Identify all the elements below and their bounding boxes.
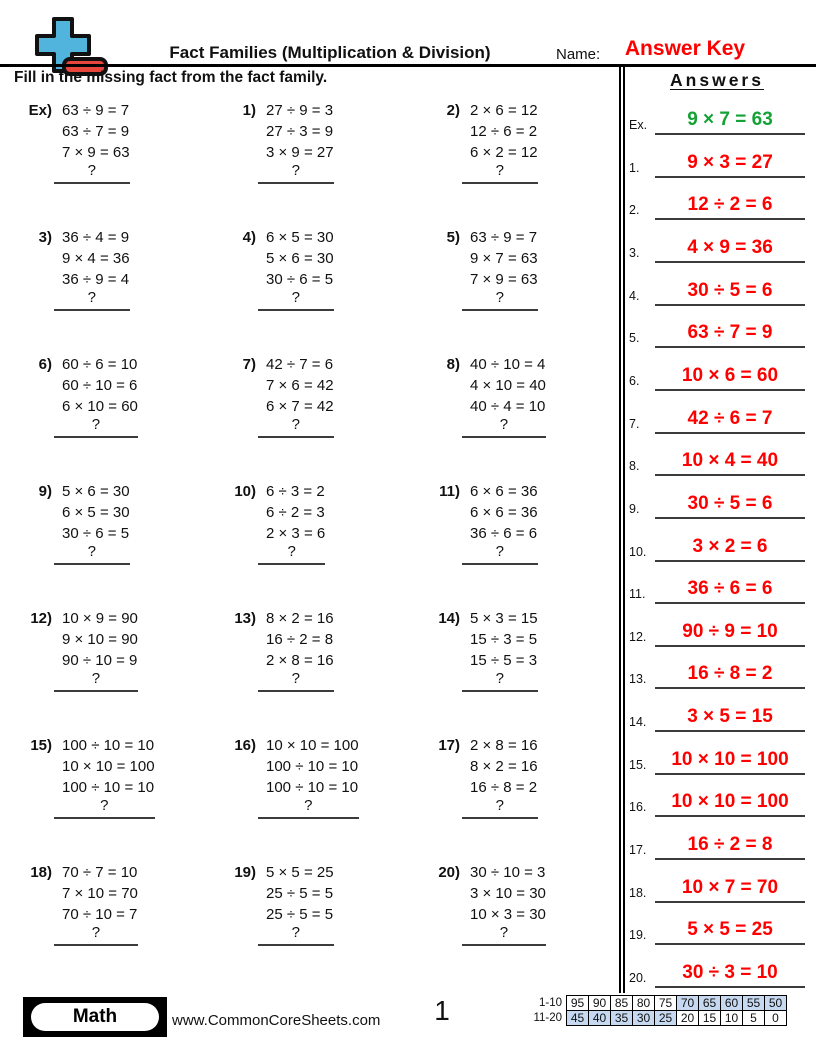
answer-number: 3. xyxy=(629,245,640,260)
name-label: Name: xyxy=(556,46,601,63)
problem-number: 5) xyxy=(446,229,460,246)
score-cell: 95 xyxy=(567,996,589,1011)
fact-line: 60 ÷ 10 = 6 xyxy=(62,377,138,394)
fact-family xyxy=(62,481,130,565)
answer-number: Ex. xyxy=(629,118,648,132)
fact-line: 36 ÷ 9 = 4 xyxy=(62,271,130,288)
fact-line: 6 × 2 = 12 xyxy=(470,144,538,161)
fact-line: 2 × 8 = 16 xyxy=(266,652,334,669)
subject-label: Math xyxy=(31,1003,159,1031)
answer-row xyxy=(629,865,805,903)
problem-number: 7) xyxy=(242,356,256,373)
fact-family xyxy=(62,227,130,311)
fact-line: 6 × 7 = 42 xyxy=(266,398,334,415)
fact-line: 6 × 5 = 30 xyxy=(62,504,130,521)
score-cell: 0 xyxy=(765,1011,787,1026)
score-cell: 40 xyxy=(589,1011,611,1026)
problem-number: 12) xyxy=(30,610,52,627)
fact-family xyxy=(470,227,538,311)
score-cell: 85 xyxy=(611,996,633,1011)
fact-line: 7 × 9 = 63 xyxy=(470,271,538,288)
fact-line: 60 ÷ 6 = 10 xyxy=(62,356,138,373)
fact-line: 5 × 3 = 15 xyxy=(470,610,538,627)
problem-number: 9) xyxy=(38,483,52,500)
fact-line: 27 ÷ 9 = 3 xyxy=(266,102,334,119)
missing-fact-blank: ? xyxy=(258,542,325,565)
problem-block xyxy=(418,608,622,735)
answer-number: 20. xyxy=(629,971,647,985)
fact-line: 7 × 9 = 63 xyxy=(62,144,130,161)
fact-line: 2 × 3 = 6 xyxy=(266,525,326,542)
answer-row xyxy=(629,396,805,434)
fact-line: 30 ÷ 6 = 5 xyxy=(62,525,130,542)
fact-line: 10 × 9 = 90 xyxy=(62,610,138,627)
problem-block xyxy=(10,100,214,227)
answer-value: 10 × 10 = 100 xyxy=(655,791,805,817)
fact-family xyxy=(470,862,546,946)
fact-line: 16 ÷ 2 = 8 xyxy=(266,631,334,648)
answer-value: 30 ÷ 5 = 6 xyxy=(655,280,805,306)
missing-fact-blank: ? xyxy=(258,415,334,438)
fact-line: 5 × 6 = 30 xyxy=(266,250,334,267)
fact-family xyxy=(266,862,334,946)
answer-number: 15. xyxy=(629,757,647,772)
answer-value: 3 × 5 = 15 xyxy=(655,706,805,732)
fact-family xyxy=(470,481,538,565)
problem-block xyxy=(10,227,214,354)
problem-block xyxy=(10,354,214,481)
score-range-label: 11-20 xyxy=(533,1012,562,1024)
fact-line: 6 × 6 = 36 xyxy=(470,504,538,521)
answer-number: 17. xyxy=(629,843,647,858)
missing-fact-blank: ? xyxy=(462,542,538,565)
fact-family xyxy=(266,735,359,819)
missing-fact-blank: ? xyxy=(258,796,359,819)
fact-line: 2 × 6 = 12 xyxy=(470,102,538,119)
fact-line: 40 ÷ 10 = 4 xyxy=(470,356,546,373)
page-number: 1 xyxy=(434,995,450,1026)
answer-number: 10. xyxy=(629,544,647,559)
missing-fact-blank: ? xyxy=(54,796,155,819)
score-cell: 45 xyxy=(567,1011,589,1026)
subject-badge xyxy=(23,997,167,1037)
fact-line: 12 ÷ 6 = 2 xyxy=(470,123,538,140)
answer-value: 12 ÷ 2 = 6 xyxy=(655,194,805,220)
answer-number: 16. xyxy=(629,800,647,815)
answer-row xyxy=(629,779,805,817)
fact-line: 100 ÷ 10 = 10 xyxy=(266,779,359,796)
fact-line: 8 × 2 = 16 xyxy=(470,758,538,775)
fact-line: 36 ÷ 4 = 9 xyxy=(62,229,130,246)
fact-line: 36 ÷ 6 = 6 xyxy=(470,525,538,542)
score-cell: 60 xyxy=(721,996,743,1011)
missing-fact-blank: ? xyxy=(54,669,138,692)
fact-line: 15 ÷ 5 = 3 xyxy=(470,652,538,669)
problem-block xyxy=(10,481,214,608)
score-cell: 20 xyxy=(677,1011,699,1026)
answer-row xyxy=(629,950,805,988)
fact-line: 70 ÷ 7 = 10 xyxy=(62,864,138,881)
problem-block xyxy=(10,735,214,862)
answer-number: 7. xyxy=(629,416,640,431)
problem-number: 2) xyxy=(446,102,460,119)
answer-value: 10 × 7 = 70 xyxy=(655,877,805,903)
score-cell: 70 xyxy=(677,996,699,1011)
missing-fact-blank: ? xyxy=(462,923,546,946)
fact-line: 40 ÷ 4 = 10 xyxy=(470,398,546,415)
answer-value: 3 × 2 = 6 xyxy=(655,536,805,562)
answer-row xyxy=(629,310,805,348)
answer-number: 5. xyxy=(629,331,640,346)
missing-fact-blank: ? xyxy=(258,923,334,946)
answer-row xyxy=(629,438,805,476)
fact-line: 42 ÷ 7 = 6 xyxy=(266,356,334,373)
fact-line: 3 × 9 = 27 xyxy=(266,144,334,161)
answer-value: 36 ÷ 6 = 6 xyxy=(655,578,805,604)
fact-line: 5 × 6 = 30 xyxy=(62,483,130,500)
website-text: www.CommonCoreSheets.com xyxy=(172,1012,381,1029)
fact-line: 16 ÷ 8 = 2 xyxy=(470,779,538,796)
header-divider xyxy=(0,64,816,67)
instruction-text: Fill in the missing fact from the fact family. xyxy=(14,69,328,86)
problem-number: 16) xyxy=(234,737,256,754)
problem-number: 15) xyxy=(30,737,52,754)
missing-fact-blank: ? xyxy=(258,161,334,184)
fact-line: 25 ÷ 5 = 5 xyxy=(266,906,334,923)
answer-row xyxy=(629,97,805,135)
problem-number: 3) xyxy=(38,229,52,246)
answers-heading: Answers xyxy=(670,70,764,90)
fact-line: 27 ÷ 3 = 9 xyxy=(266,123,334,140)
score-cell: 5 xyxy=(743,1011,765,1026)
answer-value: 4 × 9 = 36 xyxy=(655,237,805,263)
problems-grid xyxy=(10,100,622,989)
fact-family xyxy=(62,735,155,819)
missing-fact-blank: ? xyxy=(258,669,334,692)
answer-value: 90 ÷ 9 = 10 xyxy=(655,621,805,647)
answer-number: 6. xyxy=(629,373,640,388)
missing-fact-blank: ? xyxy=(462,288,538,311)
answer-row xyxy=(629,737,805,775)
missing-fact-blank: ? xyxy=(54,288,130,311)
problem-block xyxy=(10,608,214,735)
answer-row xyxy=(629,481,805,519)
answer-value: 9 × 3 = 27 xyxy=(655,152,805,178)
answer-number: 1. xyxy=(629,160,640,175)
fact-line: 30 ÷ 6 = 5 xyxy=(266,271,334,288)
problem-block xyxy=(214,354,418,481)
fact-line: 100 ÷ 10 = 10 xyxy=(62,779,155,796)
problem-block xyxy=(214,481,418,608)
answer-row xyxy=(629,182,805,220)
problem-number: 17) xyxy=(438,737,460,754)
fact-family xyxy=(470,100,538,184)
answer-number: 14. xyxy=(629,715,647,730)
fact-family xyxy=(266,100,334,184)
missing-fact-blank: ? xyxy=(54,923,138,946)
fact-line: 63 ÷ 7 = 9 xyxy=(62,123,130,140)
fact-line: 90 ÷ 10 = 9 xyxy=(62,652,138,669)
problem-number: 6) xyxy=(38,356,52,373)
fact-line: 100 ÷ 10 = 10 xyxy=(266,758,359,775)
problem-block xyxy=(418,735,622,862)
fact-line: 63 ÷ 9 = 7 xyxy=(62,102,130,119)
answer-value: 30 ÷ 5 = 6 xyxy=(655,493,805,519)
answer-value: 16 ÷ 2 = 8 xyxy=(655,834,805,860)
fact-line: 6 × 5 = 30 xyxy=(266,229,334,246)
fact-line: 8 × 2 = 16 xyxy=(266,610,334,627)
answer-value: 30 ÷ 3 = 10 xyxy=(655,962,805,988)
missing-fact-blank: ? xyxy=(54,415,138,438)
fact-family xyxy=(62,862,138,946)
fact-line: 9 × 10 = 90 xyxy=(62,631,138,648)
score-cell: 75 xyxy=(655,996,677,1011)
fact-line: 2 × 8 = 16 xyxy=(470,737,538,754)
fact-line: 63 ÷ 9 = 7 xyxy=(470,229,538,246)
fact-line: 10 × 10 = 100 xyxy=(62,758,155,775)
problem-number: 1) xyxy=(242,102,256,119)
score-row xyxy=(522,996,787,1011)
fact-line: 25 ÷ 5 = 5 xyxy=(266,885,334,902)
score-cell: 55 xyxy=(743,996,765,1011)
fact-family xyxy=(470,354,546,438)
answer-number: 18. xyxy=(629,885,647,900)
answer-key-text: Answer Key xyxy=(624,37,746,60)
problem-block xyxy=(418,481,622,608)
answers-column-divider xyxy=(619,66,625,993)
problem-number: 19) xyxy=(234,864,256,881)
answer-value: 9 × 7 = 63 xyxy=(655,109,805,135)
answer-row xyxy=(629,268,805,306)
fact-line: 7 × 6 = 42 xyxy=(266,377,334,394)
problem-number: 4) xyxy=(242,229,256,246)
score-cell: 15 xyxy=(699,1011,721,1026)
score-cell: 25 xyxy=(655,1011,677,1026)
answer-number: 9. xyxy=(629,501,640,516)
score-cell: 80 xyxy=(633,996,655,1011)
fact-line: 100 ÷ 10 = 10 xyxy=(62,737,155,754)
answer-value: 5 × 5 = 25 xyxy=(655,919,805,945)
problem-number: 10) xyxy=(234,483,256,500)
problem-number: 11) xyxy=(439,483,460,500)
score-cell: 30 xyxy=(633,1011,655,1026)
fact-line: 10 × 10 = 100 xyxy=(266,737,359,754)
fact-line: 30 ÷ 10 = 3 xyxy=(470,864,546,881)
answer-number: 12. xyxy=(629,629,647,644)
answer-row xyxy=(629,651,805,689)
answer-row xyxy=(629,225,805,263)
answer-value: 16 ÷ 8 = 2 xyxy=(655,663,805,689)
answer-row xyxy=(629,907,805,945)
problem-number: 14) xyxy=(438,610,460,627)
problem-block xyxy=(214,735,418,862)
answer-value: 63 ÷ 7 = 9 xyxy=(655,322,805,348)
answer-number: 4. xyxy=(629,288,640,303)
answer-row xyxy=(629,694,805,732)
fact-family xyxy=(62,100,130,184)
fact-line: 6 × 10 = 60 xyxy=(62,398,138,415)
answer-value: 10 × 4 = 40 xyxy=(655,450,805,476)
problem-block xyxy=(418,862,622,989)
fact-line: 7 × 10 = 70 xyxy=(62,885,138,902)
fact-line: 6 ÷ 2 = 3 xyxy=(266,504,325,521)
missing-fact-blank: ? xyxy=(258,288,334,311)
problem-number: 20) xyxy=(438,864,460,881)
problem-block xyxy=(214,227,418,354)
missing-fact-blank: ? xyxy=(462,415,546,438)
score-cell: 65 xyxy=(699,996,721,1011)
problem-block xyxy=(418,100,622,227)
answer-number: 8. xyxy=(629,459,640,474)
answer-number: 11. xyxy=(629,587,646,602)
answer-number: 13. xyxy=(629,672,647,687)
problem-block xyxy=(418,354,622,481)
problem-block xyxy=(214,862,418,989)
score-cell: 10 xyxy=(721,1011,743,1026)
score-cell: 35 xyxy=(611,1011,633,1026)
problem-number: 18) xyxy=(30,864,52,881)
fact-line: 6 ÷ 3 = 2 xyxy=(266,483,325,500)
fact-line: 4 × 10 = 40 xyxy=(470,377,546,394)
fact-family xyxy=(266,608,334,692)
score-range-label: 1-10 xyxy=(538,997,562,1009)
problem-number: 13) xyxy=(234,610,256,627)
missing-fact-blank: ? xyxy=(462,669,538,692)
problem-block xyxy=(214,100,418,227)
answer-value: 10 × 10 = 100 xyxy=(655,749,805,775)
answer-value: 10 × 6 = 60 xyxy=(655,365,805,391)
missing-fact-blank: ? xyxy=(462,796,538,819)
answer-number: 19. xyxy=(629,928,647,943)
fact-line: 9 × 4 = 36 xyxy=(62,250,130,267)
answer-row xyxy=(629,822,805,860)
fact-family xyxy=(266,227,334,311)
problem-block xyxy=(418,227,622,354)
fact-family xyxy=(266,354,334,438)
problem-number: 8) xyxy=(446,356,460,373)
problem-number: Ex) xyxy=(28,102,52,119)
problem-block xyxy=(214,608,418,735)
score-cell: 90 xyxy=(589,996,611,1011)
answer-row xyxy=(629,566,805,604)
missing-fact-blank: ? xyxy=(54,542,130,565)
score-row xyxy=(522,1011,787,1026)
missing-fact-blank: ? xyxy=(462,161,538,184)
fact-family xyxy=(62,354,138,438)
answer-row xyxy=(629,524,805,562)
fact-family xyxy=(470,608,538,692)
answer-number: 2. xyxy=(629,203,640,218)
score-table xyxy=(522,995,787,1026)
fact-line: 10 × 3 = 30 xyxy=(470,906,546,923)
fact-line: 6 × 6 = 36 xyxy=(470,483,538,500)
missing-fact-blank: ? xyxy=(54,161,130,184)
answer-row xyxy=(629,609,805,647)
fact-family xyxy=(470,735,538,819)
fact-line: 9 × 7 = 63 xyxy=(470,250,538,267)
fact-line: 5 × 5 = 25 xyxy=(266,864,334,881)
fact-line: 3 × 10 = 30 xyxy=(470,885,546,902)
fact-line: 70 ÷ 10 = 7 xyxy=(62,906,138,923)
score-cell: 50 xyxy=(765,996,787,1011)
fact-family xyxy=(266,481,325,565)
worksheet-title: Fact Families (Multiplication & Division) xyxy=(169,43,491,62)
fact-line: 15 ÷ 3 = 5 xyxy=(470,631,538,648)
answer-value: 42 ÷ 6 = 7 xyxy=(655,408,805,434)
answer-row xyxy=(629,353,805,391)
fact-family xyxy=(62,608,138,692)
problem-block xyxy=(10,862,214,989)
answer-row xyxy=(629,140,805,178)
